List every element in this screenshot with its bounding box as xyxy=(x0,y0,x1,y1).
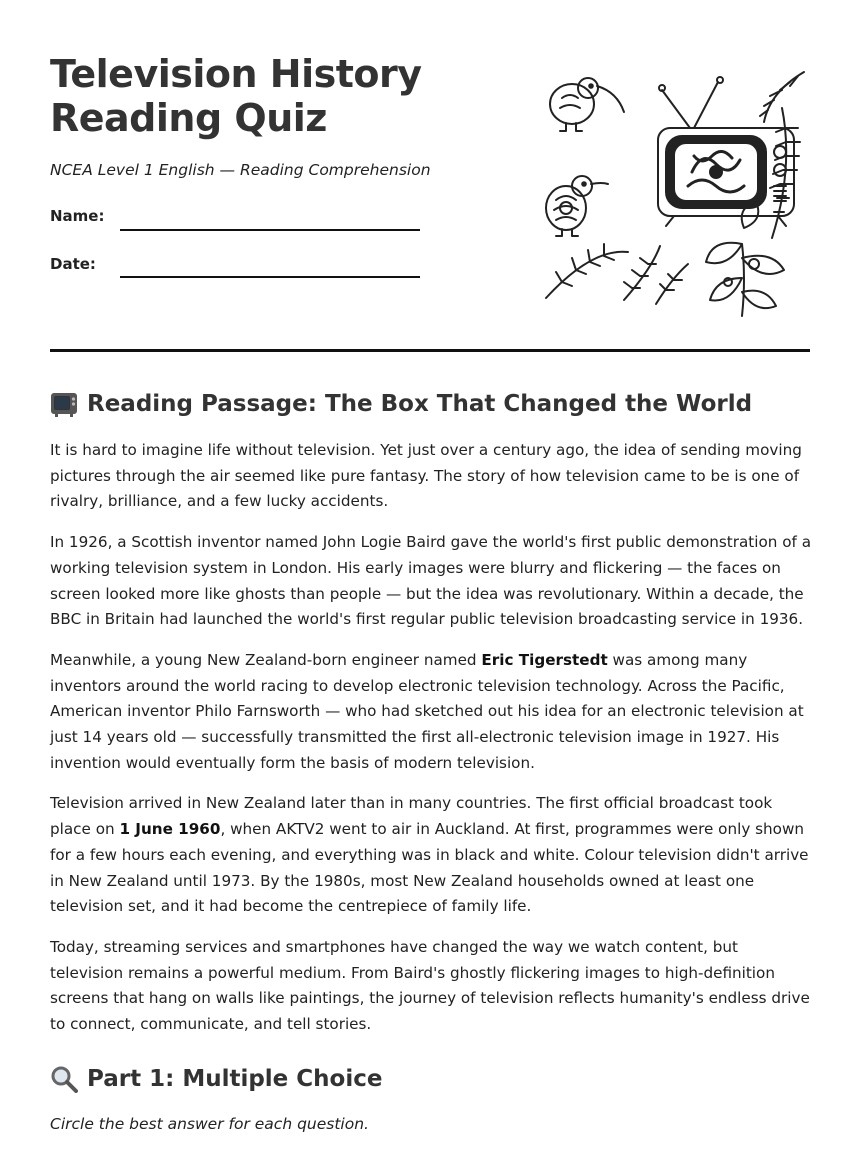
p3-text-b: was among many inventors around the world racing to develop electronic television technology. Across the Pacific, American inventor Philo Farnsworth — who had sketched out his idea for an electronic television at just 14 years old — successfully transmitted the first all-electronic television image in 1927. His invention would eventually form the basis of modern television. xyxy=(50,650,804,772)
passage-paragraph-1: It is hard to imagine life without television. Yet just over a century ago, the idea of sending moving pictures through the air seemed like pure fantasy. The story of how television came to be is one of rivalry, brilliance, and a few lucky accidents. xyxy=(50,441,802,511)
p3-bold-name: Eric Tigerstedt xyxy=(481,650,608,669)
p4-bold-date: 1 June 1960 xyxy=(119,820,221,839)
part1-title: Part 1: Multiple Choice xyxy=(87,1066,383,1092)
passage-paragraph-5: Today, streaming services and smartphones have changed the way we watch content, but television remains a powerful medium. From Baird's ghostly flickering images to high-definition screens that hang on walls like paintings, the journey of television reflects humanity's endless drive to connect, communicate, and tell stories. xyxy=(50,937,810,1034)
fern-leaves-icon xyxy=(546,244,688,304)
part1-instruction: Circle the best answer for each question. xyxy=(50,1115,369,1133)
worksheet-header xyxy=(50,0,810,352)
flowering-shrub-icon xyxy=(706,202,784,316)
kiwi-bird-icon xyxy=(550,78,624,131)
retro-tv-illustration-icon xyxy=(542,68,808,320)
p3-text-a: Meanwhile, a young New Zealand-born engineer named xyxy=(50,650,482,669)
date-write-line[interactable] xyxy=(120,276,420,278)
magnifying-glass-icon xyxy=(50,1065,78,1093)
kiwi-bird-patterned-icon xyxy=(546,176,608,236)
reading-passage-heading xyxy=(50,390,752,418)
title-line-1: Television History xyxy=(50,52,422,96)
p4-text-a: Television arrived in New Zealand later than in many countries. The first official broadcast took place on xyxy=(50,794,773,839)
name-write-line[interactable] xyxy=(120,229,420,231)
p4-text-b: , when AKTV2 went to air in Auckland. At first, programmes were only shown for a few hours each evening, and everything was in black and white. Colour television didn't arrive in New Zealand until 1973. By the 1980s, most New Zealand households owned at least one television set, and it had become the centrepiece of family life. xyxy=(50,820,809,916)
reading-passage xyxy=(50,438,812,1053)
title-line-2: Reading Quiz xyxy=(50,96,327,140)
subtitle: NCEA Level 1 English — Reading Comprehension xyxy=(50,161,431,179)
header-divider xyxy=(50,349,810,352)
date-label: Date: xyxy=(50,255,96,273)
worksheet-page xyxy=(50,0,811,1133)
page-title xyxy=(50,52,422,140)
part1-heading xyxy=(50,1065,382,1093)
passage-paragraph-2: In 1926, a Scottish inventor named John Logie Baird gave the world's first public demonstration of a working television system in London. His early images were blurry and flickering — the faces on screen looked more like ghosts than people — but the idea was revolutionary. Within a decade, the BBC in Britain had launched the world's first regular public television broadcasting service in 1936. xyxy=(50,533,811,629)
passage-paragraph-3 xyxy=(50,648,812,777)
reading-passage-title: Reading Passage: The Box That Changed the World xyxy=(87,391,753,417)
name-label: Name: xyxy=(50,207,105,225)
television-icon xyxy=(50,390,78,418)
passage-paragraph-4 xyxy=(50,791,812,920)
